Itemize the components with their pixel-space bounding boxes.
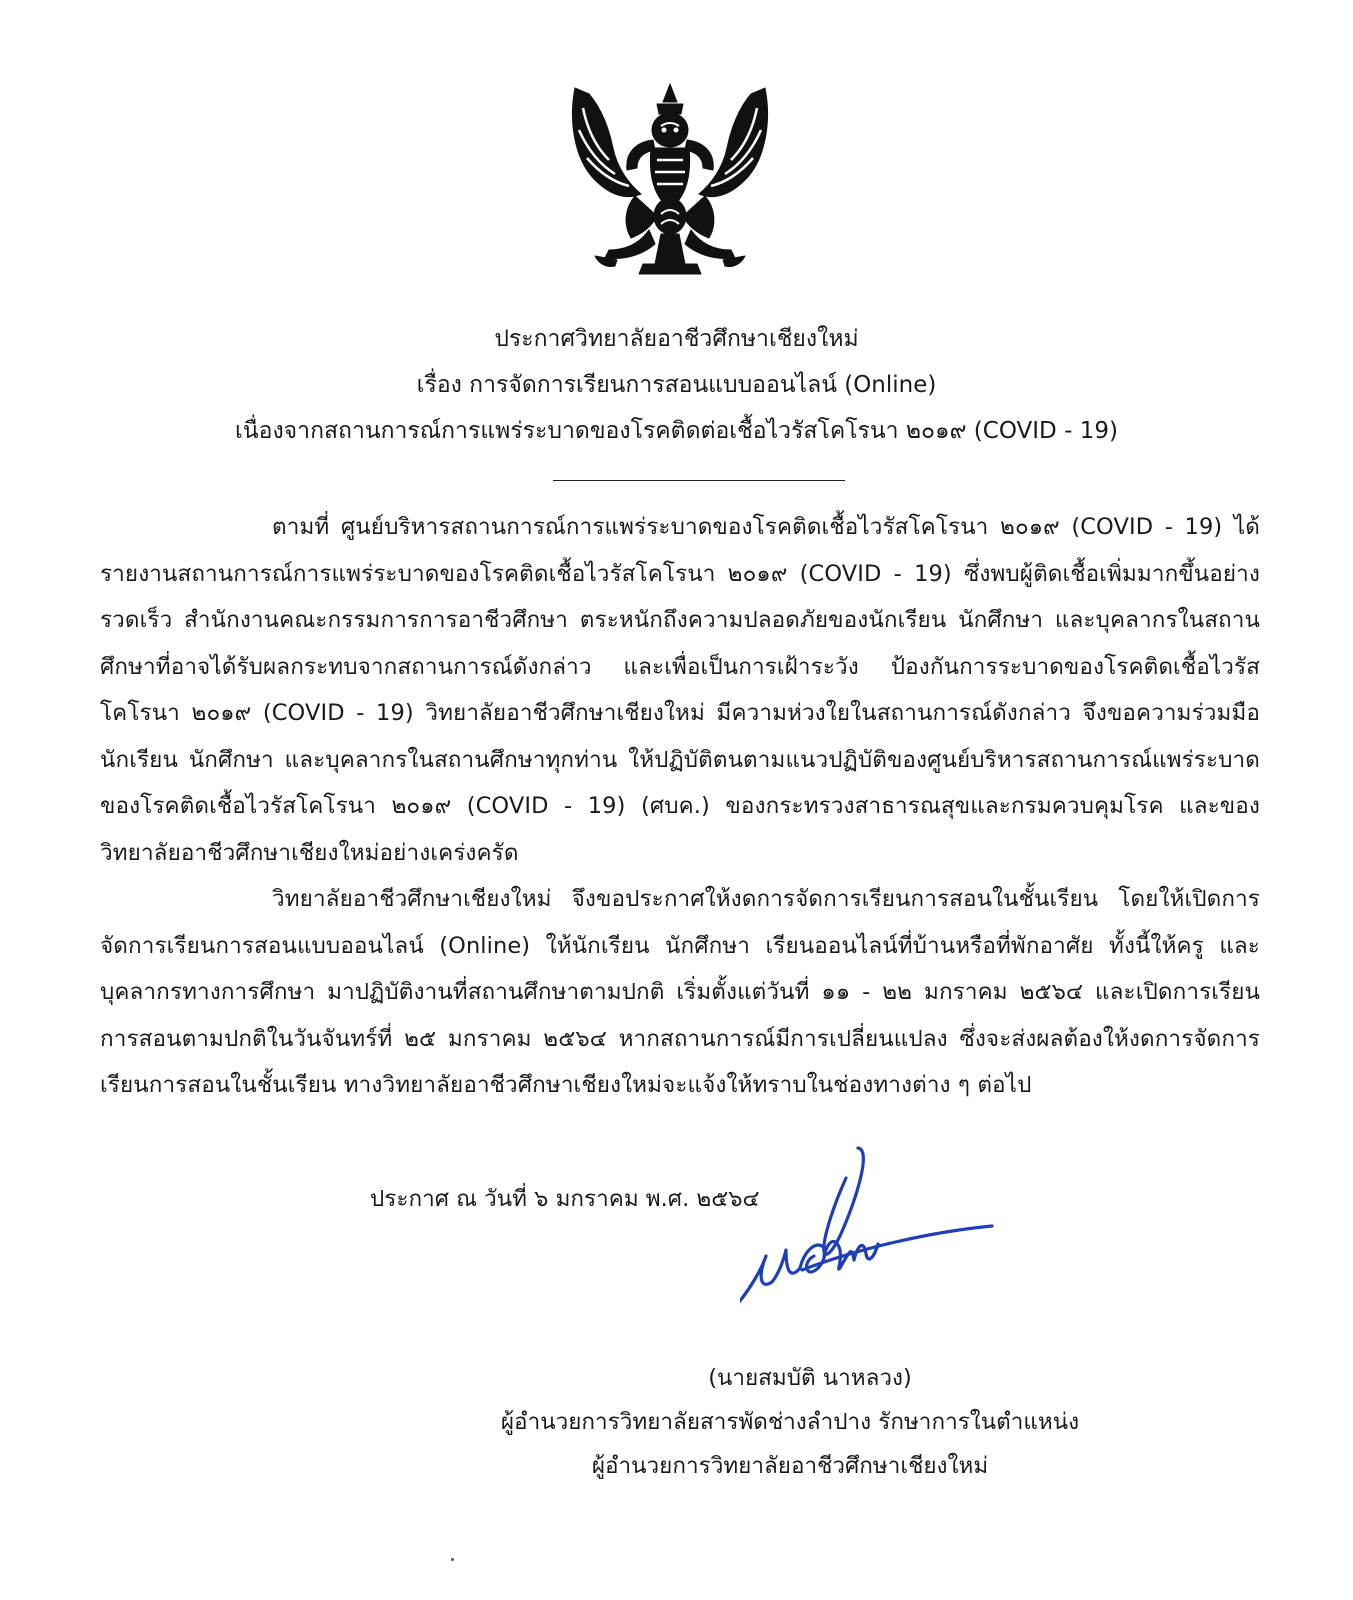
signer-position: ผู้อำนวยการวิทยาลัยสารพัดช่างลำปาง รักษาการในตำแหน่ง (500, 1409, 1080, 1435)
signer-name: (นายสมบัติ นาหลวง) (708, 1365, 912, 1391)
scan-speck (451, 1558, 454, 1561)
handwritten-signature (740, 1140, 1030, 1360)
announcement-date: ประกาศ ณ วันที่ ๖ มกราคม พ.ศ. ๒๕๖๔ (370, 1186, 760, 1212)
announcement-reason: เนื่องจากสถานการณ์การแพร่ระบาดของโรคติดต่อเชื้อไวรัสโคโรนา ๒๐๑๙ (COVID - 19) (235, 418, 1118, 444)
signer-block (380, 1356, 1200, 1488)
signer-acting-position: ผู้อำนวยการวิทยาลัยอาชีวศึกษาเชียงใหม่ (591, 1453, 989, 1479)
garuda-emblem-icon (565, 68, 775, 280)
body-paragraph-1: ตามที่ ศูนย์บริหารสถานการณ์การแพร่ระบาดของโรคติดเชื้อไวรัสโคโรนา ๒๐๑๙ (COVID - 19) ได้รายงานสถานการณ์การแพร่ระบาดของโรคติดเชื้อไวรัสโคโรนา ๒๐๑๙ (COVID - 19) ซึ่งพบผู้ติดเชื้อเพิ่มมากขึ้นอย่างรวดเร็ว สำนักงานคณะกรรมการการอาชีวศึกษา ตระหนักถึงความปลอดภัยของนักเรียน นักศึกษา และบุคลากรในสถานศึกษาที่อาจได้รับผลกระทบจากสถานการณ์ดังกล่าว และเพื่อเป็นการเฝ้าระวัง ป้องกันการระบาดของโรคติดเชื้อไวรัสโคโรนา ๒๐๑๙ (COVID - 19) วิทยาลัยอาชีวศึกษาเชียงใหม่ มีความห่วงใยในสถานการณ์ดังกล่าว จึงขอความร่วมมือ นักเรียน นักศึกษา และบุคลากรในสถานศึกษาทุกท่าน ให้ปฏิบัติตนตามแนวปฏิบัติของศูนย์บริหารสถานการณ์แพร่ระบาดของโรคติดเชื้อไวรัสโคโรนา ๒๐๑๙ (COVID - 19) (ศบค.) ของกระทรวงสาธารณสุขและกรมควบคุมโรค และของวิทยาลัยอาชีวศึกษาเชียงใหม่อย่างเคร่งครัด (100, 514, 1260, 866)
announcement-title: ประกาศวิทยาลัยอาชีวศึกษาเชียงใหม่ (494, 326, 859, 352)
announcement-heading (100, 316, 1253, 454)
heading-divider (553, 480, 845, 481)
body-paragraph-2: วิทยาลัยอาชีวศึกษาเชียงใหม่ จึงขอประกาศให้งดการจัดการเรียนการสอนในชั้นเรียน โดยให้เปิดการจัดการเรียนการสอนแบบออนไลน์ (Online) ให้นักเรียน นักศึกษา เรียนออนไลน์ที่บ้านหรือที่พักอาศัย ทั้งนี้ให้ครู และบุคลากรทางการศึกษา มาปฏิบัติงานที่สถานศึกษาตามปกติ เริ่มตั้งแต่วันที่ ๑๑ - ๒๒ มกราคม ๒๕๖๔ และเปิดการเรียนการสอนตามปกติในวันจันทร์ที่ ๒๕ มกราคม ๒๕๖๔ หากสถานการณ์มีการเปลี่ยนแปลง ซึ่งจะส่งผลต้องให้งดการจัดการเรียนการสอนในชั้นเรียน ทางวิทยาลัยอาชีวศึกษาเชียงใหม่จะแจ้งให้ทราบในช่องทางต่าง ๆ ต่อไป (100, 886, 1260, 1098)
announcement-subject: เรื่อง การจัดการเรียนการสอนแบบออนไลน์ (Online) (416, 372, 937, 398)
